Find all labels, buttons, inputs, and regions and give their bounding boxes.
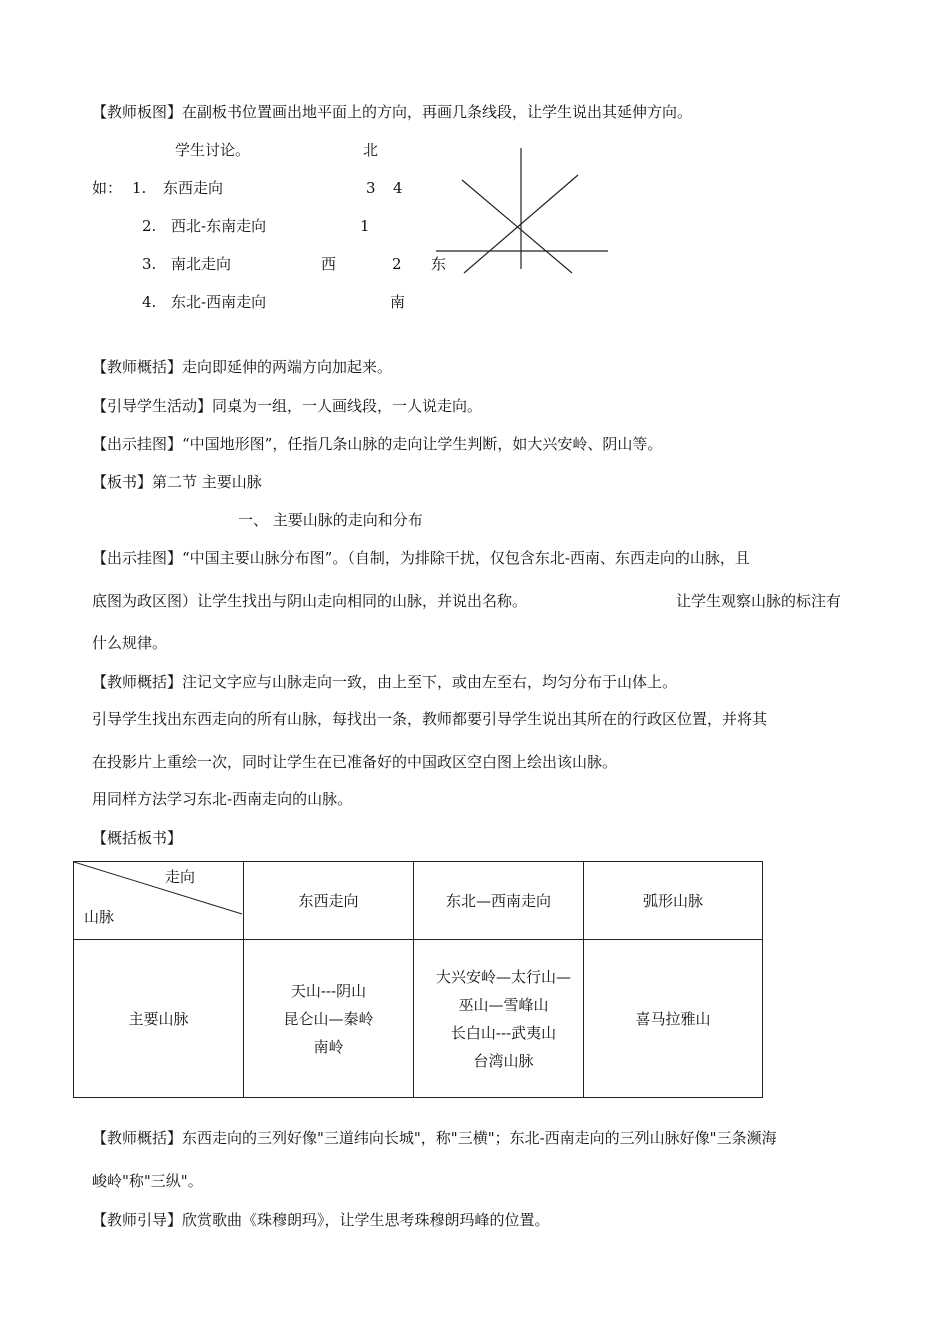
- table-corner-cell: [74, 862, 244, 940]
- header-arc-mountains: 弧形山脉: [584, 862, 763, 940]
- table-row: 长白山---武夷山: [450, 1023, 557, 1042]
- compass-north-label: 北: [363, 141, 379, 159]
- paragraph-summary-direction: 【教师概括】走向即延伸的两端方向加起来。: [92, 358, 393, 376]
- paragraph-mountain-map-line2: 底图为政区图）让学生找出与阴山走向相同的山脉，并说出名称。: [92, 592, 528, 610]
- paragraph-summary-board: 【概括板书】: [92, 829, 183, 847]
- paragraph-student-activity: 【引导学生活动】同桌为一组，一人画线段，一人说走向。: [92, 397, 483, 415]
- item-text-3: 南北走向: [171, 255, 232, 273]
- item-number-4: 4.: [142, 293, 157, 311]
- compass-number-3: 3: [366, 179, 376, 197]
- direction-lines-diagram: [430, 143, 615, 278]
- paragraph-same-method: 用同样方法学习东北-西南走向的山脉。: [92, 790, 353, 808]
- compass-number-1: 1: [360, 217, 370, 235]
- paragraph-mountain-map-line2b: 让学生观察山脉的标注有: [676, 592, 842, 610]
- item-number-2: 2.: [142, 217, 157, 235]
- compass-east-label: 东: [431, 255, 447, 273]
- paragraph-terrain-map: 【出示挂图】“中国地形图”，任指几条山脉的走向让学生判断，如大兴安岭、阴山等。: [92, 435, 663, 453]
- item-number-3: 3.: [142, 255, 157, 273]
- mountain-summary-table: [73, 861, 763, 1098]
- paragraph-mountain-map-line1: 【出示挂图】“中国主要山脉分布图”。（自制，为排除干扰，仅包含东北-西南、东西走向的山脉，且: [92, 549, 750, 567]
- paragraph-annotation-rule: 【教师概括】注记文字应与山脉走向一致，由上至下，或由左至右，均匀分布于山体上。: [92, 673, 678, 691]
- corner-mountain-label: 山脉: [84, 908, 115, 926]
- corner-direction-label: 走向: [164, 868, 195, 886]
- paragraph-three-horizontal-line1: 【教师概括】东西走向的三列好像"三道纬向长城"，称"三横"；东北-西南走向的三列山脉好像"三条濒海: [92, 1129, 777, 1147]
- item-text-2: 西北-东南走向: [171, 217, 267, 235]
- paragraph-guide-line1: 引导学生找出东西走向的所有山脉，每找出一条，教师都要引导学生说出其所在的行政区位置，并将其: [92, 710, 768, 728]
- student-discussion-label: 学生讨论。: [175, 141, 251, 159]
- example-prefix: 如：: [92, 179, 123, 197]
- table-row: 昆仑山—秦岭: [283, 1009, 374, 1028]
- compass-number-4: 4: [393, 179, 403, 197]
- row-label-main-mountains: 主要山脉: [74, 940, 244, 1098]
- section-heading: 一、 主要山脉的走向和分布: [238, 511, 423, 529]
- cell-east-west-mountains: [244, 940, 414, 1098]
- paragraph-teacher-drawing: 【教师板图】在副板书位置画出地平面上的方向，再画几条线段，让学生说出其延伸方向。: [92, 103, 693, 121]
- compass-number-2: 2: [392, 255, 402, 273]
- table-row: 大兴安岭—太行山—: [435, 967, 571, 986]
- table-row: 南岭: [313, 1037, 344, 1056]
- compass-west-label: 西: [321, 255, 337, 273]
- paragraph-board-title: 【板书】第二节 主要山脉: [92, 473, 262, 491]
- item-text-1: 东西走向: [163, 179, 224, 197]
- item-text-4: 东北-西南走向: [171, 293, 267, 311]
- table-row: 巫山—雪峰山: [458, 995, 549, 1014]
- item-number-1: 1.: [132, 179, 147, 197]
- table-row: 台湾山脉: [473, 1051, 534, 1070]
- header-east-west: 东西走向: [244, 862, 414, 940]
- corner-diagonal-line: [74, 862, 244, 940]
- compass-south-label: 南: [390, 293, 406, 311]
- paragraph-guide-line2: 在投影片上重绘一次，同时让学生在已准备好的中国政区空白图上绘出该山脉。: [92, 753, 618, 771]
- table-row: 天山---阴山: [290, 981, 367, 1000]
- cell-northeast-southwest-mountains: [414, 940, 584, 1098]
- paragraph-three-horizontal-line2: 峻岭"称"三纵"。: [92, 1172, 203, 1190]
- header-northeast-southwest: 东北—西南走向: [414, 862, 584, 940]
- cell-arc-mountains: 喜马拉雅山: [584, 940, 763, 1098]
- paragraph-mountain-map-line3: 什么规律。: [92, 634, 168, 652]
- paragraph-everest-song: 【教师引导】欣赏歌曲《珠穆朗玛》，让学生思考珠穆朗玛峰的位置。: [92, 1211, 550, 1229]
